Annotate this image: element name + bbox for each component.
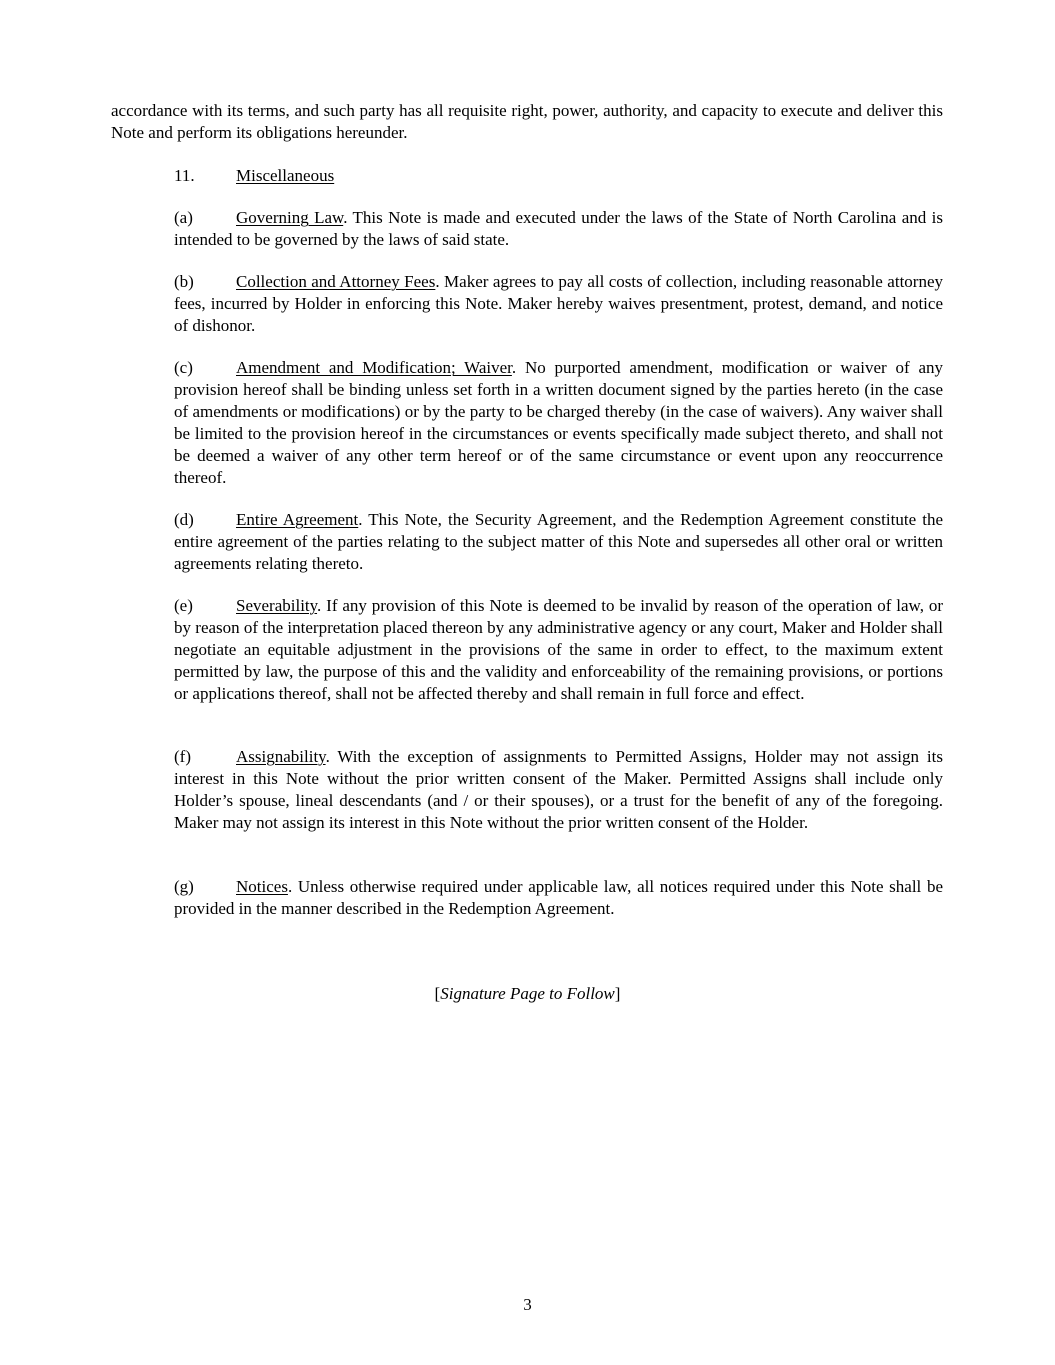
clause-label: (b) — [174, 272, 194, 291]
clause-body: . If any provision of this Note is deemed to be invalid by reason of the operation of law, or by reason of the interpretation placed thereon by any administrative agency or any court, Maker and Holder shall negotiate an equitable adjustment in the provisions of the same in order to effect, to the maximum extent permitted by law, the purpose of this and the validity and enforceability of the remaining provisions, or portions or applications thereof, shall not be affected thereby and shall remain in full force and effect. — [174, 596, 943, 703]
clause-label: (a) — [174, 208, 193, 227]
clause-title: Severability — [236, 596, 318, 615]
clause-governing-law — [174, 207, 943, 251]
clause-title: Amendment and Modification; Waiver — [236, 358, 512, 377]
clause-entire-agreement — [174, 509, 943, 575]
clause-label: (f) — [174, 747, 191, 766]
page-number: 3 — [523, 1295, 532, 1314]
clause-label: (e) — [174, 596, 193, 615]
clause-body: . This Note, the Security Agreement, and the Redemption Agreement constitute the entire agreement of the parties relating to the subject matter of this Note and supersedes all other oral or written agreements relating thereto. — [174, 510, 943, 573]
signature-note-text: Signature Page to Follow — [440, 984, 615, 1003]
clause-title: Assignability — [236, 747, 326, 766]
clause-title: Governing Law — [236, 208, 344, 227]
clause-body: . This Note is made and executed under the laws of the State of North Carolina and is intended to be governed by the laws of said state. — [174, 208, 943, 249]
clause-body: . Unless otherwise required under applicable law, all notices required under this Note shall be provided in the manner described in the Redemption Agreement. — [174, 877, 943, 918]
clause-collection-attorney-fees — [174, 271, 943, 337]
signature-page-note — [0, 983, 1055, 1005]
clause-assignability — [174, 746, 943, 834]
clause-amendment-waiver — [174, 357, 943, 489]
section-number: 11. — [174, 166, 195, 185]
clause-title: Notices — [236, 877, 288, 896]
intro-paragraph: accordance with its terms, and such party has all requisite right, power, authority, and capacity to execute and deliver this Note and perform its obligations hereunder. — [111, 101, 943, 142]
bracket-close: ] — [614, 984, 621, 1003]
clause-body: . Maker agrees to pay all costs of collection, including reasonable attorney fees, incurred by Holder in enforcing this Note. Maker hereby waives presentment, protest, demand, and notice of dishonor. — [174, 272, 943, 335]
section-heading — [174, 165, 334, 187]
clause-body: . With the exception of assignments to Permitted Assigns, Holder may not assign its interest in this Note without the prior written consent of the Maker. Permitted Assigns shall include only Holder’s spouse, lineal descendants (and / or their spouses), or a trust for the benefit of any of the foregoing. Maker may not assign its interest in this Note without the prior written consent of the Holder. — [174, 747, 943, 832]
clause-severability — [174, 595, 943, 705]
clause-title: Collection and Attorney Fees — [236, 272, 436, 291]
section-title: Miscellaneous — [236, 166, 335, 185]
clause-label: (g) — [174, 877, 194, 896]
clause-body: . No purported amendment, modification or waiver of any provision hereof shall be binding unless set forth in a written document signed by the parties hereto (in the case of amendments or modifications) or by the party to be charged thereby (in the case of waivers). Any waiver shall be limited to the provision hereof in the circumstances or events specifically made subject thereto, and shall not be deemed a waiver of any other term hereof or of the same circumstance or event upon any reoccurrence thereof. — [174, 358, 943, 487]
clause-label: (c) — [174, 358, 193, 377]
bracket-open: [ — [434, 984, 441, 1003]
clause-title: Entire Agreement — [236, 510, 359, 529]
clause-notices — [174, 876, 943, 920]
clause-label: (d) — [174, 510, 194, 529]
